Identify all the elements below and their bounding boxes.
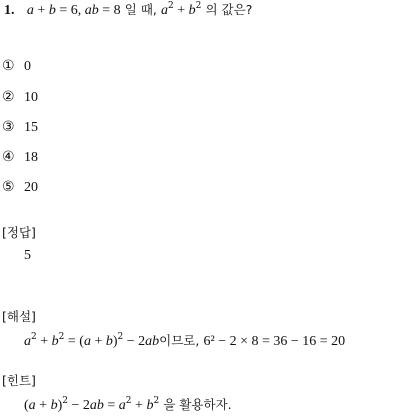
choice-marker: ①	[2, 58, 15, 74]
choice-value: 10	[24, 90, 38, 105]
question-number: 1.	[4, 3, 15, 18]
hint-formula: $(a + b)^2 - 2ab = a^2 + b^2$	[24, 396, 160, 413]
hint-label: [힌트]	[2, 373, 36, 388]
choice-4[interactable]	[2, 149, 38, 166]
choice-marker: ③	[2, 119, 15, 135]
choice-value: 20	[24, 180, 38, 195]
answer-label: [정답]	[2, 225, 36, 240]
choice-value: 0	[24, 59, 31, 74]
choice-3[interactable]	[2, 119, 38, 136]
choice-1[interactable]	[2, 58, 31, 75]
choice-marker: ④	[2, 149, 15, 165]
explanation-connector: 이므로,	[159, 333, 200, 348]
explanation-result: 6² − 2 × 8 = 36 − 16 = 20	[203, 334, 346, 349]
choice-marker: ⑤	[2, 179, 15, 195]
hint-text: 을 활용하자.	[163, 397, 232, 412]
choice-marker: ②	[2, 89, 15, 105]
hint-line	[24, 397, 232, 414]
question-when-text: 일 때,	[124, 2, 157, 17]
choice-value: 15	[24, 120, 38, 135]
target-formula: $a^2 + b^2$	[161, 1, 202, 18]
explanation-line	[24, 333, 345, 350]
question-line	[4, 2, 252, 19]
explanation-formula: $a^2 + b^2 = (a + b)^2 - 2ab$	[24, 332, 160, 349]
condition-formula: a + b = 6, ab = 8	[26, 3, 121, 18]
choice-2[interactable]	[2, 89, 38, 106]
choice-5[interactable]	[2, 179, 38, 196]
answer-value: 5	[24, 248, 31, 263]
question-value-text: 의 값은?	[205, 2, 253, 17]
explanation-label: [해설]	[2, 309, 36, 324]
choice-value: 18	[24, 150, 38, 165]
